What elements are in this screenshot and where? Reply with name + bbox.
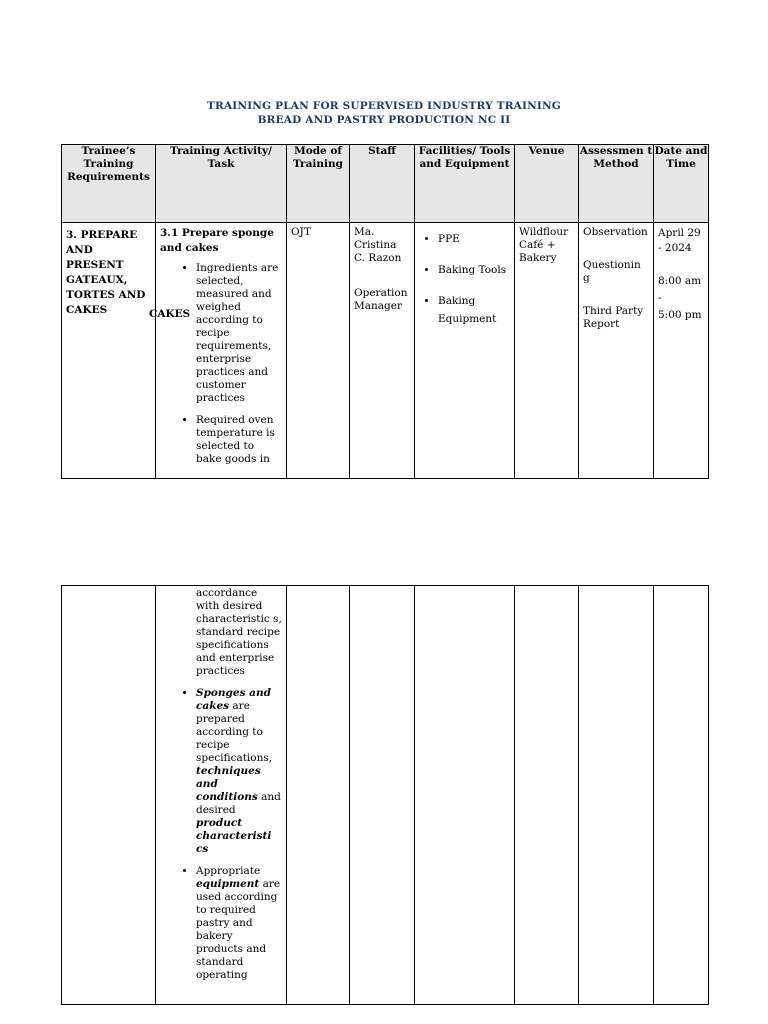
time-start: 8:00 am [658, 275, 702, 287]
task-bullets [160, 262, 282, 466]
table-row [62, 586, 709, 1005]
task-continuation: accordance with desired characteristic s, standard recipe specifications and enterprise practices [196, 587, 282, 677]
header-assessment: Assessmen t Method [579, 145, 654, 223]
table-row [62, 223, 709, 479]
facility-item: • Baking Tools [438, 261, 510, 279]
document-title-line1: TRAINING PLAN FOR SUPERVISED INDUSTRY TRAINING [207, 100, 561, 112]
header-date: Date and Time [654, 145, 709, 223]
bullet-text: and desired [196, 791, 281, 816]
task-bullet-4 [196, 865, 282, 982]
venue-cell: Wildflour Café + Bakery [519, 226, 569, 264]
task-bullets-continued [160, 687, 282, 982]
time-dash: - [658, 292, 662, 304]
emph-equipment: equipment [196, 878, 260, 890]
assessment-questioning: Questionin g [583, 259, 641, 284]
bullet-text: Appropriate [196, 865, 261, 877]
training-plan-table-page2 [61, 585, 709, 1005]
task-title: 3.1 Prepare sponge and cakes [160, 227, 274, 254]
mode-cell: OJT [291, 226, 311, 238]
bullet-text: are prepared according to recipe specifications, [196, 700, 273, 764]
emph-sponges: Sponges and cakes [196, 687, 271, 712]
overlapping-label: CAKES [149, 308, 191, 320]
header-mode: Mode of Training [287, 145, 350, 223]
emph-techniques: techniques and conditions [196, 765, 261, 803]
staff-name: Ma. Cristina C. Razon [354, 226, 402, 264]
time-end: 5:00 pm [658, 309, 702, 321]
emph-product: product characteristi cs [196, 817, 272, 855]
facility-item: • Baking Equipment [438, 292, 498, 328]
table-header-row [62, 145, 709, 223]
task-bullet-2: • Required oven temperature is selected to bake goods in [196, 414, 282, 466]
facilities-list [419, 230, 510, 328]
date-value: April 29 - 2024 [658, 227, 701, 254]
staff-role: Operation Manager [354, 287, 408, 312]
header-venue: Venue [515, 145, 579, 223]
assessment-observation: Observation [583, 226, 648, 238]
header-requirements: Trainee’s Training Requirements [62, 145, 156, 223]
task-bullet-3 [196, 687, 282, 856]
facility-item: • PPE [438, 230, 510, 248]
assessment-third-party: Third Party Report [583, 305, 644, 330]
task-bullet-1: • Ingredients are selected, measured and weighed according to recipe requirements, enterprise practices and customer practices [196, 262, 282, 405]
header-activity: Training Activity/ Task [156, 145, 287, 223]
header-facilities: Facilities/ Tools and Equipment [415, 145, 515, 223]
requirement-cell: 3. PREPARE AND PRESENT GATEAUX, TORTES AND CAKES [66, 229, 146, 316]
header-staff: Staff [350, 145, 415, 223]
bullet-text: are used according to required pastry and bakery products and standard operating [196, 878, 281, 981]
document-title-line2: BREAD AND PASTRY PRODUCTION NC II [257, 114, 511, 126]
